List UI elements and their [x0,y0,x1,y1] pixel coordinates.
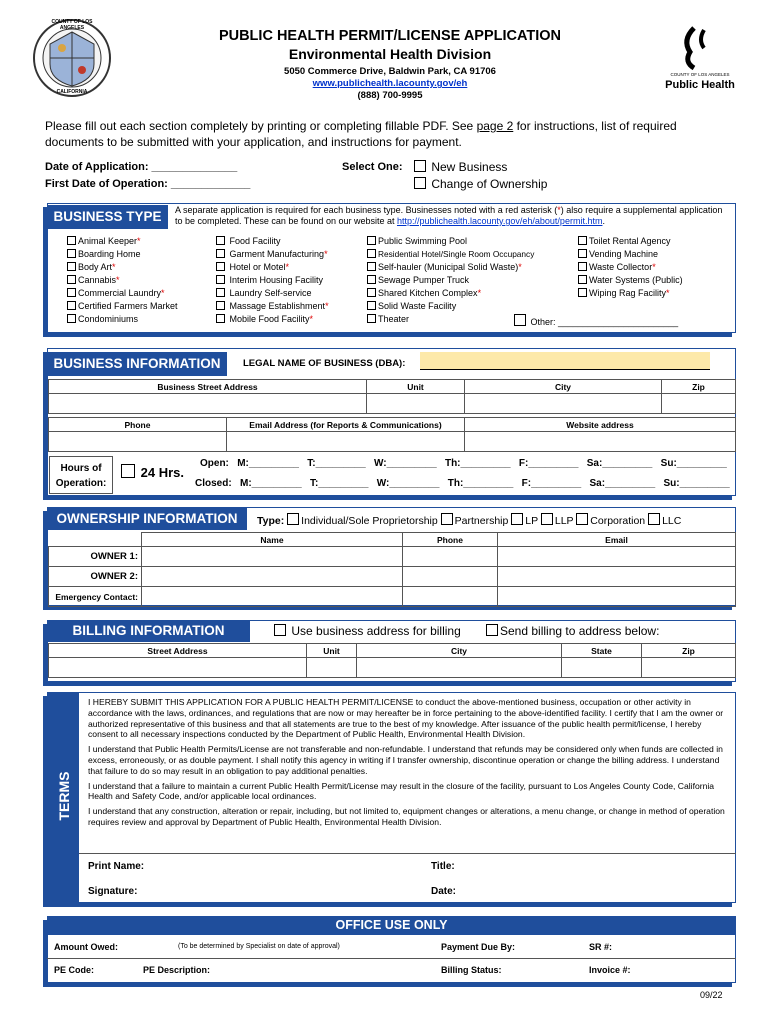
owner1-name-input[interactable] [142,547,403,567]
send-billing-option[interactable] [486,624,659,638]
note-after: ) also require a supplemental application to be completed. These can be found on our website at [175,205,723,226]
bill-zip-input[interactable] [642,658,736,678]
business-street-input[interactable] [49,394,367,414]
intro-text [45,118,735,150]
th-bill-city: City [357,644,562,658]
bt-option[interactable]: Commercial Laundry* [67,288,178,301]
bt-option[interactable]: Theater [367,314,534,327]
pe-code-label: PE Code: [54,965,95,975]
hrs24-label: 24 Hrs. [140,465,184,480]
form-version: 09/22 [700,990,723,1000]
note-end: . [602,216,605,226]
business-type-col2 [216,236,329,327]
th-zip: Zip [662,380,736,394]
change-ownership-option[interactable] [414,177,547,191]
terms-text [88,697,730,832]
amount-note: (To be determined by Specialist on date of approval) [178,943,340,950]
business-unit-input[interactable] [367,394,465,414]
first-date-of-operation[interactable]: First Date of Operation: _____________ [45,178,251,190]
bt-option[interactable]: Garment Manufacturing* [216,249,329,262]
change-ownership-checkbox[interactable] [414,177,426,189]
ownership-header: OWNERSHIP INFORMATION [47,508,247,530]
payment-due-label: Payment Due By: [441,942,516,952]
bt-option[interactable]: Certified Farmers Market [67,301,178,314]
th-street: Business Street Address [49,380,367,394]
th-bill-unit: Unit [307,644,357,658]
terms-p2: I understand that Public Health Permits/License are not transferable and non-refundable. I understand that refunds may be considered only when funds are collected in excess, erroneously, or as double payment. I shall notify this agency in writing if I transfer ownership, discontinue operation or change the billing address. I understand that failure to do so may result in an obligation to pay additional penalties. [88,744,723,776]
owner2-name-input[interactable] [142,567,403,587]
invoice-label: Invoice #: [589,965,631,975]
seal-text-bottom: CALIFORNIA [56,89,88,95]
terms-p4: I understand that any construction, alteration or repair, including, but not limited to, equipment changes or alterations, a menu change, or change in method of operation requires review and approval by Department of Public Health, Environmental Health Division. [88,806,725,827]
terms-p3: I understand that a failure to maintain a current Public Health Permit/License may result in the closure of the facility, pursuant to Los Angeles County Code, California Health and Safety Code, and/or applicable local ordinances. [88,780,715,802]
bt-option[interactable]: Boarding Home [67,249,178,262]
closed-hours-line[interactable]: Closed: M:_________ T:_________ W:_________ Th:_________ F:_________ Sa:_________ Su:_________ [195,478,730,489]
signature-field[interactable]: Signature: [88,886,138,897]
billing-header: BILLING INFORMATION [47,620,250,642]
use-business-label: Use business address for billing [291,624,461,638]
use-business-option[interactable] [274,624,461,638]
terms-p1: I HEREBY SUBMIT THIS APPLICATION FOR A PUBLIC HEALTH PERMIT/LICENSE to conduct the above-mentioned business, occupation or other activity in accordance with the laws, ordinances, and regulations that are now or may hereafter be in force pertaining to the above-identified facility. I certify that I am the owner or authorized representative of this business and that all statements are true to the best of my knowledge. After issuance of the public health permit/license, I hereby consent to all necessary inspections conducted by the Department of Public Health, Environmental Health Division. [88,697,724,740]
permit-link[interactable]: http://publichealth.lacounty.gov/eh/about/permit.htm [396,216,603,226]
bt-option[interactable]: Wiping Rag Facility* [578,288,683,301]
type-checkbox[interactable] [576,513,588,525]
office-header: OFFICE USE ONLY [47,916,736,935]
bt-option[interactable]: Cannabis* [67,275,178,288]
logo-small-text: COUNTY OF LOS ANGELES [670,72,730,77]
business-contact-table [48,417,736,452]
bt-option[interactable]: Sewage Pumper Truck [367,275,534,288]
bill-city-input[interactable] [357,658,562,678]
owner2-phone-input[interactable] [403,567,498,587]
business-type-note [175,205,730,227]
business-info-header: BUSINESS INFORMATION [47,352,227,376]
th-email: Email Address (for Reports & Communications) [227,418,465,432]
business-email-input[interactable] [227,432,465,452]
type-checkbox[interactable] [287,513,299,525]
hrs24-checkbox[interactable] [121,464,135,478]
ownership-type-row: Type: Individual/Sole Proprietorship Partnership LP LLP Corporation LLC [257,515,682,527]
sr-label: SR #: [589,942,613,952]
bt-option[interactable]: Water Systems (Public) [578,275,683,288]
bt-option[interactable]: Condominiums [67,314,178,327]
hrs24-option[interactable] [121,464,184,480]
bt-option[interactable]: Mobile Food Facility* [216,314,329,327]
use-business-checkbox[interactable] [274,624,286,636]
page2-link[interactable]: page 2 [476,119,514,133]
other-label: Other: ________________________ [530,317,679,327]
logo-main-text: Public Health [665,79,735,91]
other-checkbox[interactable] [514,314,526,326]
th-owner-email: Email [498,533,736,547]
pe-desc-label: PE Description: [143,965,211,975]
office-phone: (888) 700-9995 [357,90,423,101]
th-owner-phone: Phone [403,533,498,547]
note-before: A separate application is required for each business type. Businesses noted with a red asterisk ( [175,205,558,215]
open-hours-line[interactable]: Open: M:_________ T:_________ W:_________ Th:_________ F:_________ Sa:_________ Su:_________ [200,458,727,469]
billing-table [48,643,736,678]
bill-unit-input[interactable] [307,658,357,678]
type-checkbox[interactable] [441,513,453,525]
legal-name-label: LEGAL NAME OF BUSINESS (DBA): [243,358,406,369]
bt-option[interactable]: Self-hauler (Municipal Solid Waste)* [367,262,534,275]
bt-option[interactable]: Body Art* [67,262,178,275]
terms-label: TERMS [56,771,72,821]
bill-state-input[interactable] [562,658,642,678]
billing-status-label: Billing Status: [441,965,502,975]
bt-option[interactable]: Animal Keeper* [67,236,178,249]
print-name-field[interactable]: Print Name: [88,861,145,872]
business-city-input[interactable] [465,394,662,414]
bt-option[interactable]: Solid Waste Facility [367,301,534,314]
owner2-email-input[interactable] [498,567,736,587]
bt-option[interactable]: Shared Kitchen Complex* [367,288,534,301]
emergency-name-input[interactable] [142,587,403,607]
intro-after: for instructions, list of required documents to be submitted with your application, and instructions for payment. [45,119,677,149]
owner2-label: OWNER 2: [49,567,142,587]
bt-option[interactable]: Massage Establishment* [216,301,329,314]
emergency-email-input[interactable] [498,587,736,607]
th-owner-name: Name [142,533,403,547]
bt-option[interactable]: Residential Hotel/Single Room Occupancy [367,249,534,262]
office-address: 5050 Commerce Drive, Baldwin Park, CA 91706 [284,66,496,77]
new-business-option[interactable] [414,160,507,174]
type-checkbox[interactable] [541,513,553,525]
bt-option[interactable]: Toilet Rental Agency [578,236,683,249]
business-type-col3 [367,236,534,327]
send-billing-checkbox[interactable] [486,624,498,636]
owner1-phone-input[interactable] [403,547,498,567]
business-type-col1 [67,236,178,327]
th-bill-zip: Zip [642,644,736,658]
type-checkbox[interactable] [511,513,523,525]
bt-option[interactable]: Vending Machine [578,249,683,262]
intro-before: Please fill out each section completely by printing or completing fillable PDF. See [45,119,477,133]
terms-divider [79,853,736,854]
bt-option[interactable]: Laundry Self-service [216,288,329,301]
th-phone: Phone [49,418,227,432]
bt-option[interactable]: Food Facility [216,236,329,249]
office-divider [47,958,736,959]
emergency-phone-input[interactable] [403,587,498,607]
business-type-header: BUSINESS TYPE [47,205,168,229]
new-business-checkbox[interactable] [414,160,426,172]
date-field[interactable]: Date: [431,886,457,897]
amount-owed-label: Amount Owed: [54,942,118,952]
business-phone-input[interactable] [49,432,227,452]
county-seal [32,18,112,98]
owner1-label: OWNER 1: [49,547,142,567]
business-address-table [48,379,736,414]
owner1-email-input[interactable] [498,547,736,567]
date-of-application[interactable]: Date of Application: ______________ [45,161,238,173]
select-one-label: Select One: [342,161,403,173]
legal-name-input[interactable] [420,352,710,370]
bill-street-input[interactable] [49,658,307,678]
seal-text-top: COUNTY OF LOS ANGELES [51,19,93,31]
emergency-label: Emergency Contact: [49,587,142,607]
bt-option[interactable]: Interim Housing Facility [216,275,329,288]
th-city: City [465,380,662,394]
ownership-table [48,532,736,607]
note-star: * [557,205,561,215]
bt-option[interactable]: Hotel or Motel* [216,262,329,275]
th-bill-street: Street Address [49,644,307,658]
new-business-label: New Business [431,160,508,174]
type-checkbox[interactable] [648,513,660,525]
business-type-col4 [578,236,683,301]
hours-box: Hours of Operation: [49,456,113,494]
bt-other-option[interactable] [514,314,678,327]
business-website-input[interactable] [465,432,736,452]
public-health-logo [664,22,736,94]
form-title: PUBLIC HEALTH PERMIT/LICENSE APPLICATION [218,28,562,44]
bt-option[interactable]: Public Swimming Pool [367,236,534,249]
office-website-link[interactable]: www.publichealth.lacounty.gov/eh [312,78,468,89]
bt-option[interactable]: Waste Collector* [578,262,683,275]
th-website: Website address [465,418,736,432]
change-ownership-label: Change of Ownership [431,177,548,191]
division-name: Environmental Health Division [288,46,492,62]
th-unit: Unit [367,380,465,394]
type-label: Type: [257,515,285,527]
business-zip-input[interactable] [662,394,736,414]
title-field[interactable]: Title: [431,861,455,872]
send-billing-label: Send billing to address below: [500,624,660,638]
th-bill-state: State [562,644,642,658]
